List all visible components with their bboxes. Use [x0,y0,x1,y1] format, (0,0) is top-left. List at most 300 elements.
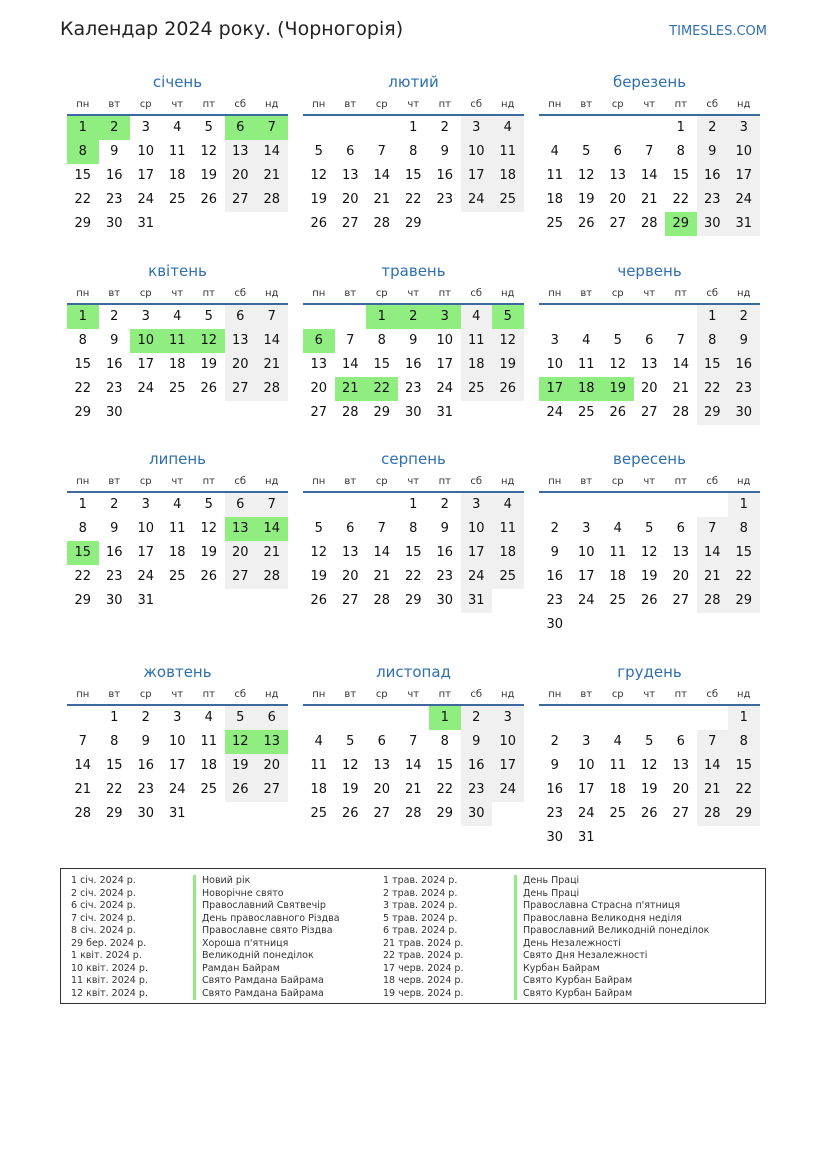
day-grid [303,493,524,613]
weekday-label: пт [674,476,687,487]
day-cell: 5 [346,734,355,749]
day-cell: 28 [404,806,422,821]
weekday-label: чт [171,476,184,487]
day-cell: 18 [609,569,627,584]
weekday-label: пн [76,689,90,700]
site-link[interactable]: TIMESLES.COM [669,24,767,39]
day-cell: 31 [461,589,493,613]
weekday-label: ср [611,288,624,299]
day-cell: 24 [168,782,186,797]
day-cell: 23 [546,593,564,608]
day-cell: 28 [341,405,359,420]
day-cell: 20 [225,353,257,377]
legend-right-dates [383,875,463,1000]
weekday-label: вт [344,689,357,700]
day-cell: 16 [436,545,454,560]
legend-holiday-name: День Незалежності [514,938,709,951]
day-cell: 22 [105,782,123,797]
day-cell: 28 [640,216,658,231]
day-cell: 21 [697,565,729,589]
day-cell: 14 [672,357,690,372]
day-cell: 4 [582,333,591,348]
day-cell: 20 [640,381,658,396]
day-cell: 10 [728,140,760,164]
day-cell: 21 [256,541,288,565]
day-cell: 6 [676,521,685,536]
empty-cell [303,116,335,140]
day-cell: 9 [110,521,119,536]
day-cell: 4 [173,120,182,135]
holiday-day-cell: 8 [67,140,99,164]
day-cell: 1 [728,493,760,517]
day-cell: 6 [346,144,355,159]
empty-cell [366,493,398,517]
day-cell: 25 [168,192,186,207]
empty-cell [571,116,603,140]
weekday-header [539,285,760,305]
day-cell: 11 [492,140,524,164]
legend-date: 1 трав. 2024 р. [383,875,458,886]
weekday-header [539,96,760,116]
day-cell: 6 [225,305,257,329]
holiday-day-cell: 17 [539,377,571,401]
weekday-label: вт [108,288,121,299]
month-name: серпень [381,450,446,468]
weekday-label: пн [312,288,326,299]
day-cell: 27 [310,405,328,420]
legend-date: 2 січ. 2024 р. [71,887,136,899]
day-cell: 1 [697,305,729,329]
month-block [539,662,760,850]
day-cell: 24 [492,778,524,802]
weekday-label: пн [312,689,326,700]
day-cell: 11 [609,758,627,773]
day-cell: 3 [173,710,182,725]
day-cell: 6 [256,706,288,730]
empty-cell [539,706,571,730]
day-cell: 3 [550,333,559,348]
day-cell: 6 [613,144,622,159]
empty-cell [366,116,398,140]
holiday-day-cell: 21 [335,377,367,401]
month-block [539,72,760,236]
day-cell: 15 [672,168,690,183]
day-cell: 27 [225,188,257,212]
day-cell: 5 [204,309,213,324]
weekday-label: сб [234,99,247,110]
empty-cell [634,706,666,730]
day-cell: 6 [377,734,386,749]
day-cell: 16 [697,164,729,188]
weekday-label: чт [643,476,656,487]
holiday-day-cell: 29 [665,212,697,236]
day-cell: 4 [613,521,622,536]
weekday-label: ср [139,476,152,487]
day-cell: 9 [110,333,119,348]
day-cell: 26 [640,593,658,608]
day-cell: 19 [200,357,218,372]
day-cell: 30 [546,830,564,845]
weekday-header [303,96,524,116]
weekday-label: вт [344,288,357,299]
day-cell: 28 [672,405,690,420]
weekday-label: чт [407,476,420,487]
day-cell: 27 [640,405,658,420]
day-cell: 23 [728,377,760,401]
day-cell: 21 [672,381,690,396]
day-cell: 16 [728,353,760,377]
day-cell: 29 [697,401,729,425]
weekday-label: пт [438,99,451,110]
day-cell: 12 [200,521,218,536]
day-cell: 24 [728,188,760,212]
weekday-label: пт [438,476,451,487]
weekday-label: сб [706,476,719,487]
weekday-label: вт [580,689,593,700]
day-cell: 9 [461,730,493,754]
holiday-legend [60,868,766,1004]
day-cell: 3 [141,309,150,324]
holiday-day-cell: 12 [225,730,257,754]
weekday-label: нд [501,689,515,700]
day-cell: 6 [676,734,685,749]
day-cell: 25 [461,377,493,401]
empty-cell [571,305,603,329]
legend-holiday-name: День Праці [514,875,709,888]
day-cell: 29 [404,593,422,608]
day-cell: 24 [461,565,493,589]
month-block [67,662,288,826]
day-cell: 14 [697,754,729,778]
day-cell: 25 [609,593,627,608]
weekday-header [303,686,524,706]
day-cell: 4 [204,710,213,725]
holiday-day-cell: 22 [366,377,398,401]
legend-holiday-name: Курбан Байрам [514,963,709,976]
empty-cell [634,493,666,517]
weekday-label: пн [76,476,90,487]
empty-cell [571,493,603,517]
legend-holiday-name: Свято Дня Незалежності [514,950,709,963]
weekday-label: ср [375,476,388,487]
day-cell: 6 [225,493,257,517]
day-cell: 14 [697,541,729,565]
day-cell: 1 [409,120,418,135]
day-cell: 7 [409,734,418,749]
day-cell: 16 [546,569,564,584]
weekday-label: сб [706,99,719,110]
day-cell: 16 [105,357,123,372]
day-cell: 28 [373,216,391,231]
day-cell: 13 [225,329,257,353]
day-cell: 24 [137,381,155,396]
day-cell: 18 [168,357,186,372]
day-cell: 17 [577,782,595,797]
day-cell: 5 [204,497,213,512]
month-block [303,72,524,236]
day-cell: 8 [728,517,760,541]
holiday-day-cell: 1 [429,706,461,730]
legend-left-dates [71,875,148,1000]
day-cell: 5 [613,333,622,348]
day-cell: 21 [74,782,92,797]
day-cell: 10 [577,545,595,560]
day-cell: 3 [141,497,150,512]
holiday-day-cell: 6 [303,329,335,353]
day-cell: 30 [105,216,123,231]
day-cell: 17 [577,569,595,584]
legend-holiday-name: Православна Великодня неділя [514,913,709,926]
legend-date: 6 січ. 2024 р. [71,900,136,911]
day-cell: 29 [728,802,760,826]
day-cell: 26 [310,216,328,231]
day-cell: 9 [409,333,418,348]
day-cell: 8 [377,333,386,348]
weekday-label: нд [737,476,751,487]
day-cell: 25 [200,782,218,797]
day-cell: 24 [436,381,454,396]
day-cell: 5 [314,521,323,536]
day-cell: 9 [697,140,729,164]
day-cell: 8 [78,521,87,536]
day-cell: 11 [577,357,595,372]
day-cell: 10 [137,521,155,536]
day-cell: 25 [168,569,186,584]
day-cell: 13 [341,168,359,183]
day-cell: 11 [310,758,328,773]
month-name: листопад [376,663,451,681]
weekday-label: вт [580,288,593,299]
day-cell: 25 [609,806,627,821]
day-cell: 12 [609,357,627,372]
month-name: березень [612,73,687,91]
day-cell: 15 [105,758,123,773]
day-cell: 21 [404,782,422,797]
day-cell: 30 [436,593,454,608]
day-cell: 7 [256,493,288,517]
day-cell: 30 [404,405,422,420]
day-cell: 12 [310,545,328,560]
day-cell: 4 [550,144,559,159]
day-cell: 31 [436,405,454,420]
month-name: червень [617,262,682,280]
weekday-label: сб [470,689,483,700]
day-cell: 25 [546,216,564,231]
holiday-day-cell: 7 [256,116,288,140]
day-cell: 15 [404,168,422,183]
weekday-label: сб [234,476,247,487]
day-cell: 31 [137,216,155,231]
day-cell: 19 [310,192,328,207]
holiday-day-cell: 15 [67,541,99,565]
day-cell: 27 [341,593,359,608]
day-grid [303,305,524,425]
day-cell: 9 [550,758,559,773]
day-cell: 3 [492,706,524,730]
weekday-label: нд [737,99,751,110]
day-cell: 12 [492,329,524,353]
day-cell: 28 [697,589,729,613]
empty-cell [602,116,634,140]
day-cell: 18 [168,168,186,183]
day-grid [67,305,288,425]
weekday-label: чт [643,288,656,299]
empty-cell [697,493,729,517]
day-cell: 11 [168,144,186,159]
legend-date: 12 квіт. 2024 р. [71,987,148,999]
holiday-day-cell: 18 [571,377,603,401]
day-cell: 19 [640,782,658,797]
day-cell: 23 [546,806,564,821]
day-cell: 13 [373,758,391,773]
empty-cell [539,305,571,329]
weekday-header [539,473,760,493]
day-cell: 29 [74,593,92,608]
holiday-day-cell: 6 [225,116,257,140]
empty-cell [398,706,430,730]
day-grid [303,116,524,236]
day-cell: 28 [256,565,288,589]
weekday-label: нд [265,288,279,299]
month-name: грудень [617,663,682,681]
day-cell: 30 [697,212,729,236]
weekday-label: ср [611,476,624,487]
day-cell: 5 [645,521,654,536]
weekday-label: пн [76,99,90,110]
day-cell: 20 [672,782,690,797]
weekday-label: пт [674,99,687,110]
day-cell: 21 [373,569,391,584]
weekday-label: сб [706,689,719,700]
weekday-header [67,473,288,493]
legend-holiday-name: Новий рік [193,875,340,888]
holiday-day-cell: 13 [256,730,288,754]
day-cell: 2 [440,497,449,512]
day-cell: 17 [137,545,155,560]
legend-left-names [193,875,340,1000]
day-cell: 25 [310,806,328,821]
legend-holiday-name: Новорічне свято [193,888,340,901]
day-cell: 22 [672,192,690,207]
day-cell: 8 [78,333,87,348]
day-cell: 10 [168,734,186,749]
weekday-header [67,96,288,116]
day-cell: 23 [105,569,123,584]
weekday-label: вт [344,476,357,487]
day-cell: 23 [105,381,123,396]
day-cell: 20 [341,192,359,207]
weekday-label: вт [344,99,357,110]
weekday-label: вт [580,99,593,110]
day-cell: 7 [645,144,654,159]
weekday-label: чт [171,288,184,299]
day-cell: 2 [550,734,559,749]
day-cell: 4 [492,493,524,517]
day-cell: 2 [110,309,119,324]
weekday-label: пн [76,288,90,299]
day-cell: 29 [436,806,454,821]
weekday-label: пт [202,99,215,110]
day-cell: 7 [697,730,729,754]
legend-holiday-name: День православного Різдва [193,913,340,926]
day-cell: 8 [697,329,729,353]
day-cell: 7 [676,333,685,348]
legend-date: 8 січ. 2024 р. [71,925,136,936]
day-cell: 2 [728,305,760,329]
day-cell: 27 [609,216,627,231]
day-grid [303,706,524,826]
day-cell: 22 [74,381,92,396]
day-cell: 18 [492,541,524,565]
day-cell: 8 [409,144,418,159]
empty-cell [67,706,99,730]
day-cell: 27 [373,806,391,821]
day-cell: 14 [373,545,391,560]
day-cell: 7 [256,305,288,329]
legend-date: 21 трав. 2024 р. [383,937,464,949]
empty-cell [539,116,571,140]
day-cell: 30 [546,617,564,632]
day-cell: 17 [137,357,155,372]
legend-date: 17 черв. 2024 р. [383,962,464,974]
day-cell: 4 [461,305,493,329]
day-cell: 23 [436,569,454,584]
day-cell: 20 [672,569,690,584]
empty-cell [602,305,634,329]
day-cell: 15 [74,168,92,183]
empty-cell [335,116,367,140]
day-cell: 16 [404,357,422,372]
day-cell: 7 [697,517,729,541]
day-cell: 23 [137,782,155,797]
day-cell: 18 [609,782,627,797]
day-cell: 21 [373,192,391,207]
day-cell: 25 [168,381,186,396]
day-cell: 7 [346,333,355,348]
month-block [67,449,288,613]
weekday-label: сб [470,99,483,110]
day-cell: 26 [577,216,595,231]
day-cell: 19 [200,545,218,560]
weekday-label: нд [501,476,515,487]
month-block [67,72,288,236]
holiday-day-cell: 1 [67,116,99,140]
legend-holiday-name: Православне свято Різдва [193,925,340,938]
empty-cell [539,493,571,517]
legend-holiday-name: Православний Святвечір [193,900,340,913]
weekday-label: пн [312,476,326,487]
holiday-day-cell: 1 [366,305,398,329]
day-cell: 22 [74,192,92,207]
empty-cell [335,305,367,329]
empty-cell [665,493,697,517]
day-cell: 30 [728,401,760,425]
day-cell: 1 [409,497,418,512]
day-cell: 22 [697,377,729,401]
day-cell: 30 [105,593,123,608]
weekday-label: чт [407,689,420,700]
legend-date: 10 квіт. 2024 р. [71,962,148,974]
day-cell: 20 [225,541,257,565]
day-cell: 19 [225,754,257,778]
holiday-day-cell: 12 [193,329,225,353]
weekday-label: сб [234,689,247,700]
day-cell: 21 [640,192,658,207]
day-cell: 27 [256,778,288,802]
day-cell: 4 [492,116,524,140]
page-title: Календар 2024 року. (Чорногорія) [60,18,404,40]
day-cell: 11 [461,329,493,353]
